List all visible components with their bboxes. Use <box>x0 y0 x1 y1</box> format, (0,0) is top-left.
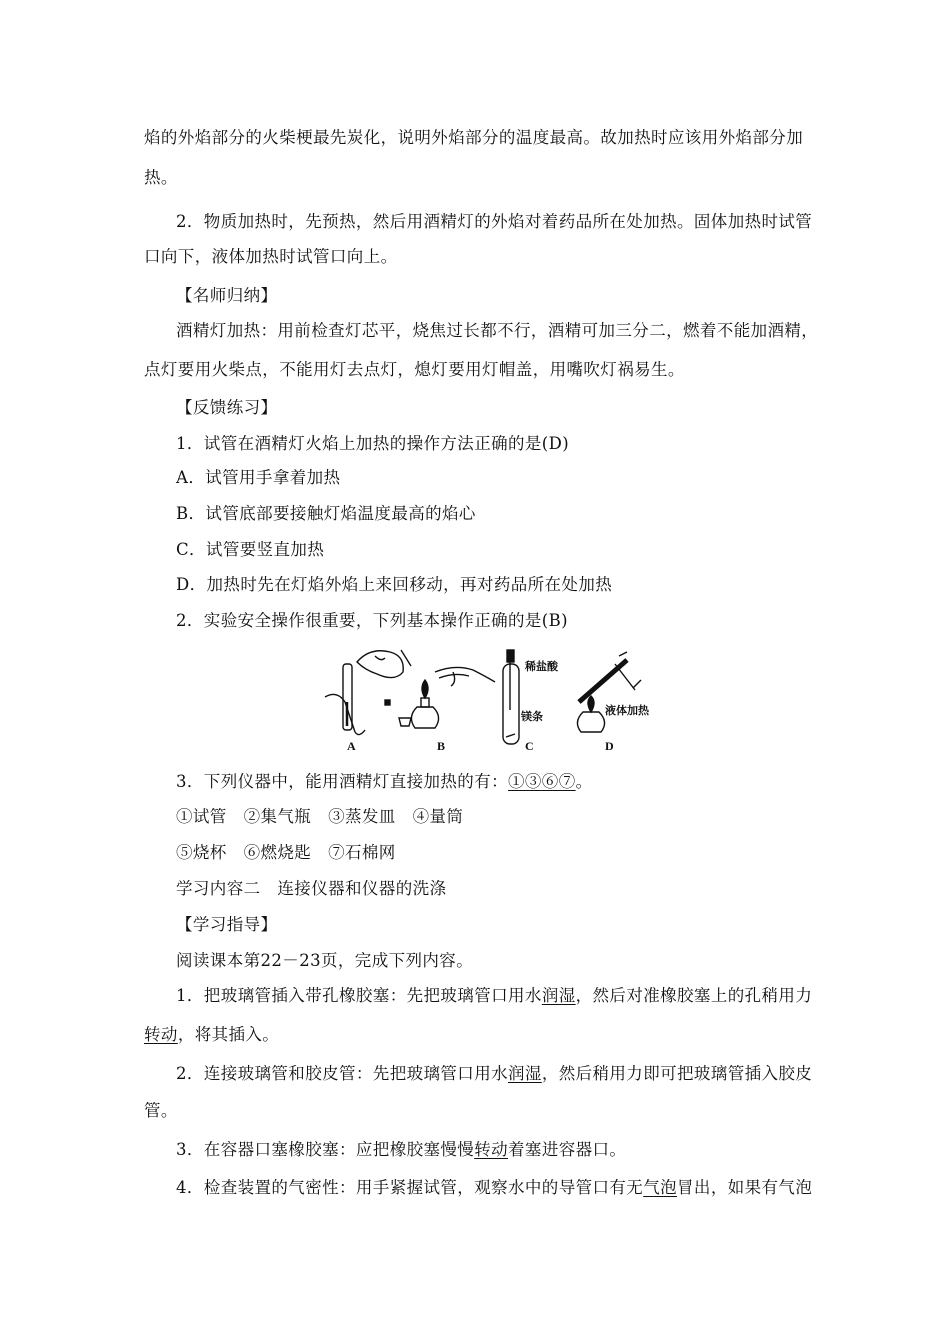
figure-letter-b: B <box>437 739 446 753</box>
guide-item-2-cont: 管。 <box>144 1101 178 1120</box>
text-run: 4．检查装置的气密性：用手紧握试管，观察水中的导管口有无 <box>176 1178 644 1197</box>
option-b: B．试管底部要接触灯焰温度最高的焰心 <box>176 504 476 523</box>
text-run: 1．把玻璃管插入带孔橡胶塞：先把玻璃管口用水 <box>176 986 542 1005</box>
figure-d-liquid-heating <box>577 652 641 732</box>
figure-letter-a: A <box>347 739 356 753</box>
figure-b-lamp <box>399 667 495 728</box>
text-run: ，然后对准橡胶塞上的孔稍用力 <box>575 986 813 1005</box>
text-run: ，将其插入。 <box>177 1025 280 1044</box>
section-heading: 【反馈练习】 <box>176 398 278 417</box>
paragraph-line: 2．物质加热时，先预热，然后用酒精灯的外焰对着药品所在处加热。固体加热时试管 <box>176 212 813 231</box>
section-heading: 【学习指导】 <box>176 915 278 934</box>
lab-operations-figure <box>315 642 675 754</box>
figure-letter-d: D <box>605 739 614 753</box>
q3-suffix: 。 <box>575 772 593 791</box>
guide-item-4 <box>176 1177 812 1199</box>
paragraph-line: 点灯要用火柴点，不能用灯去点灯，熄灯要用灯帽盖，用嘴吹灯祸易生。 <box>144 360 685 379</box>
paragraph-line: 焰的外焰部分的火柴梗最先炭化，说明外焰部分的温度最高。故加热时应该用外焰部分加 <box>144 128 804 147</box>
label-magnesium: 镁条 <box>521 710 543 723</box>
paragraph-line: 酒精灯加热：用前检查灯芯平，烧焦过长都不行，酒精可加三分二，燃着不能加酒精， <box>176 321 819 340</box>
text-run: ，然后稍用力即可把玻璃管插入胶皮 <box>541 1064 813 1083</box>
figure-a-pouring <box>325 650 411 735</box>
guide-item-1 <box>176 985 812 1007</box>
figure-c-test-tube <box>503 650 519 744</box>
text-run: 2．连接玻璃管和胶皮管：先把玻璃管口用水 <box>176 1064 508 1083</box>
question-3 <box>176 771 593 793</box>
option-c: C．试管要竖直加热 <box>176 540 325 559</box>
label-hydrochloric-acid: 稀盐酸 <box>525 660 558 673</box>
guide-item-2 <box>176 1063 812 1085</box>
text-run: 着塞进容器口。 <box>508 1140 627 1159</box>
q3-answer: ①③⑥⑦ <box>508 772 576 791</box>
paragraph-line: 口向下，液体加热时试管口向上。 <box>144 247 398 266</box>
answer-blank: 润湿 <box>541 986 576 1005</box>
guide-item-1-cont <box>144 1024 279 1046</box>
section-title: 学习内容二 连接仪器和仪器的洗涤 <box>176 879 447 898</box>
q3-options-row: ①试管 ②集气瓶 ③蒸发皿 ④量筒 <box>176 807 464 826</box>
answer-blank: 转动 <box>474 1140 509 1159</box>
question-1: 1．试管在酒精灯火焰上加热的操作方法正确的是(D) <box>176 434 570 453</box>
option-a: A．试管用手拿着加热 <box>176 468 341 487</box>
q3-options-row: ⑤烧杯 ⑥燃烧匙 ⑦石棉网 <box>176 843 396 862</box>
figure-letter-c: C <box>525 739 534 753</box>
question-2: 2．实验安全操作很重要，下列基本操作正确的是(B) <box>176 611 568 630</box>
option-d: D．加热时先在灯焰外焰上来回移动，再对药品所在处加热 <box>176 575 613 594</box>
label-liquid-heating: 液体加热 <box>605 704 649 717</box>
answer-blank: 润湿 <box>508 1064 542 1083</box>
section-heading: 【名师归纳】 <box>176 286 278 305</box>
answer-blank: 气泡 <box>643 1178 678 1197</box>
answer-blank: 转动 <box>144 1025 178 1044</box>
paragraph-line: 阅读课本第22－23页，完成下列内容。 <box>176 951 474 970</box>
paragraph-line: 热。 <box>144 168 178 187</box>
text-run: 冒出，如果有气泡 <box>677 1178 813 1197</box>
q3-prefix: 3．下列仪器中，能用酒精灯直接加热的有： <box>176 772 508 791</box>
text-run: 3．在容器口塞橡胶塞：应把橡胶塞慢慢 <box>176 1140 475 1159</box>
guide-item-3 <box>176 1139 626 1161</box>
